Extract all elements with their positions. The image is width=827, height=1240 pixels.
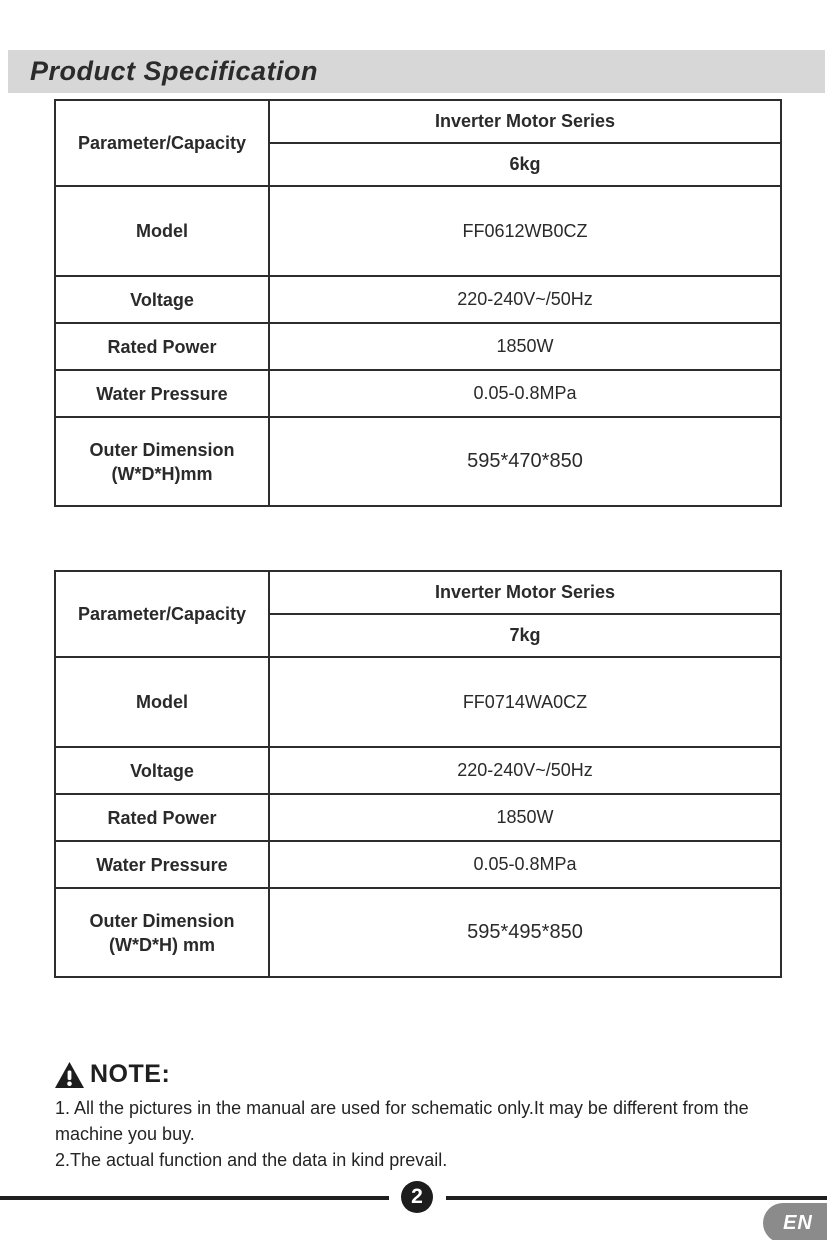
rated-power-value: 1850W <box>269 323 781 370</box>
warning-triangle-icon <box>55 1062 84 1088</box>
row-label-voltage: Voltage <box>55 747 269 794</box>
row-label-model: Model <box>55 186 269 276</box>
param-capacity-header: Parameter/Capacity <box>55 100 269 186</box>
series-header: Inverter Motor Series <box>269 100 781 143</box>
row-label-voltage: Voltage <box>55 276 269 323</box>
outer-dimension-value: 595*470*850 <box>269 417 781 506</box>
dimension-label-line2: (W*D*H) mm <box>109 934 215 955</box>
rated-power-value: 1850W <box>269 794 781 841</box>
dimension-label-line2: (W*D*H)mm <box>111 463 213 484</box>
footer-rule-left <box>0 1196 389 1200</box>
note-heading-row <box>55 1060 787 1089</box>
model-value: FF0612WB0CZ <box>269 186 781 276</box>
water-pressure-value: 0.05-0.8MPa <box>269 841 781 888</box>
voltage-value: 220-240V~/50Hz <box>269 276 781 323</box>
row-label-rated-power: Rated Power <box>55 794 269 841</box>
note-heading: NOTE: <box>90 1060 171 1088</box>
note-section <box>55 1060 787 1173</box>
water-pressure-value: 0.05-0.8MPa <box>269 370 781 417</box>
spec-table-7kg <box>54 570 782 978</box>
capacity-header: 7kg <box>269 614 781 657</box>
series-header: Inverter Motor Series <box>269 571 781 614</box>
language-badge: EN <box>763 1203 827 1240</box>
capacity-header: 6kg <box>269 143 781 186</box>
note-item-2: 2.The actual function and the data in kind prevail. <box>55 1150 448 1170</box>
note-item-1: 1. All the pictures in the manual are used for schematic only.It may be different from the machine you buy. <box>55 1098 749 1144</box>
dimension-label-line1: Outer Dimension <box>89 910 235 931</box>
row-label-outer-dimension <box>55 417 269 506</box>
row-label-outer-dimension <box>55 888 269 977</box>
param-capacity-header: Parameter/Capacity <box>55 571 269 657</box>
outer-dimension-value: 595*495*850 <box>269 888 781 977</box>
dimension-label-line1: Outer Dimension <box>89 439 235 460</box>
footer-rule-right <box>446 1196 827 1200</box>
spec-table-6kg <box>54 99 782 507</box>
voltage-value: 220-240V~/50Hz <box>269 747 781 794</box>
row-label-rated-power: Rated Power <box>55 323 269 370</box>
row-label-water-pressure: Water Pressure <box>55 370 269 417</box>
row-label-water-pressure: Water Pressure <box>55 841 269 888</box>
section-header-band <box>8 50 825 93</box>
page-number-badge: 2 <box>401 1181 433 1213</box>
model-value: FF0714WA0CZ <box>269 657 781 747</box>
row-label-model: Model <box>55 657 269 747</box>
note-body <box>55 1095 787 1173</box>
page-title: Product Specification <box>30 56 319 86</box>
